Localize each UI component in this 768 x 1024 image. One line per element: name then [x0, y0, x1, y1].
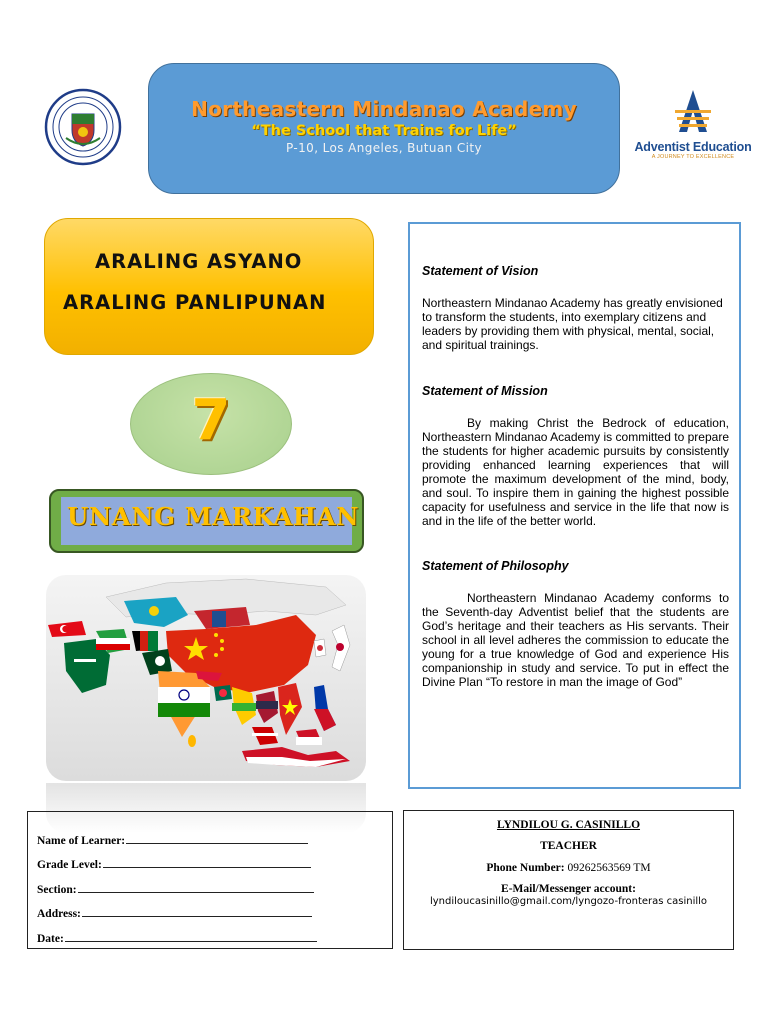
- grade-number: 7: [191, 388, 231, 453]
- subject-title-box: [44, 218, 374, 355]
- vision-heading: Statement of Vision: [422, 264, 539, 278]
- learner-name-row[interactable]: [37, 822, 392, 847]
- teacher-role: TEACHER: [540, 840, 597, 852]
- phone-value: 09262563569 TM: [567, 862, 651, 874]
- mission-heading: Statement of Mission: [422, 384, 548, 398]
- adventist-education-logo: [632, 88, 754, 168]
- section-label: Section:: [37, 883, 77, 896]
- section-line[interactable]: [78, 892, 314, 893]
- school-motto: “The School that Trains for Life”: [251, 123, 517, 139]
- quarter-label: UNANG MARKAHAN: [67, 502, 359, 531]
- adventist-education-name: Adventist Education: [634, 140, 752, 154]
- school-address: P-10, Los Angeles, Butuan City: [286, 141, 482, 155]
- learner-info-form: [27, 811, 393, 949]
- learner-name-label: Name of Learner:: [37, 834, 126, 847]
- phone-label: Phone Number:: [486, 862, 565, 874]
- address-line[interactable]: [82, 916, 312, 917]
- adventist-a-icon: [673, 88, 713, 134]
- school-name: Northeastern Mindanao Academy: [191, 97, 577, 121]
- email-label: E-Mail/Messenger account:: [501, 883, 636, 895]
- date-label: Date:: [37, 932, 64, 945]
- section-row[interactable]: [37, 871, 392, 896]
- address-label: Address:: [37, 908, 81, 920]
- philosophy-text: Northeastern Mindanao Academy conforms to the Seventh-day Adventist belief that the students are God’s heritage and their teachers as His servants. Their school in all level adheres the commission to educate the young for a true knowledge of God and experience His companionship in study and service. To put in effect the Divine Plan “To restore in man the image of God”: [422, 591, 729, 689]
- school-seal-logo: [44, 88, 122, 166]
- date-row[interactable]: [37, 920, 392, 945]
- teacher-info-box: [403, 810, 734, 950]
- learner-name-line[interactable]: [126, 843, 308, 844]
- grade-level-label: Grade Level:: [37, 859, 102, 871]
- mission-text: By making Christ the Bedrock of education, Northeastern Mindanao Academy is committed to prepare the students for higher academic pursuits by consistently providing enhanced learning experiences that will promote the maximum development of the mind, body, and soul. To inspire them in gaining the highest possible capacity for usefulness and service in the life that now is and in the life of the better world.: [422, 416, 729, 528]
- vision-text: Northeastern Mindanao Academy has greatly envisioned to transform the students, into exemplary citizens and leaders by providing them with physical, mental, social, and spiritual trainings.: [422, 296, 723, 352]
- school-statements-box: [408, 222, 741, 789]
- school-header: [148, 63, 620, 194]
- date-line[interactable]: [65, 941, 317, 942]
- quarter-banner-inner: [61, 497, 359, 545]
- asia-flag-map-image: [46, 575, 366, 781]
- teacher-name: LYNDILOU G. CASINILLO: [496, 819, 641, 831]
- quarter-banner: [49, 489, 364, 553]
- address-row[interactable]: [37, 896, 392, 921]
- subject-title-line1: ARALING ASYANO: [95, 250, 303, 273]
- grade-level-oval: [130, 373, 292, 475]
- teacher-phone: [404, 862, 733, 874]
- grade-level-line[interactable]: [103, 867, 311, 868]
- grade-level-row[interactable]: [37, 847, 392, 872]
- adventist-education-tagline: A JOURNEY TO EXCELLENCE: [651, 154, 735, 160]
- philosophy-heading: Statement of Philosophy: [422, 559, 569, 573]
- email-value[interactable]: lyndiloucasinillo@gmail.com/lyngozo-fronteras casinillo: [429, 896, 708, 907]
- subject-title-line2: ARALING PANLIPUNAN: [63, 291, 327, 314]
